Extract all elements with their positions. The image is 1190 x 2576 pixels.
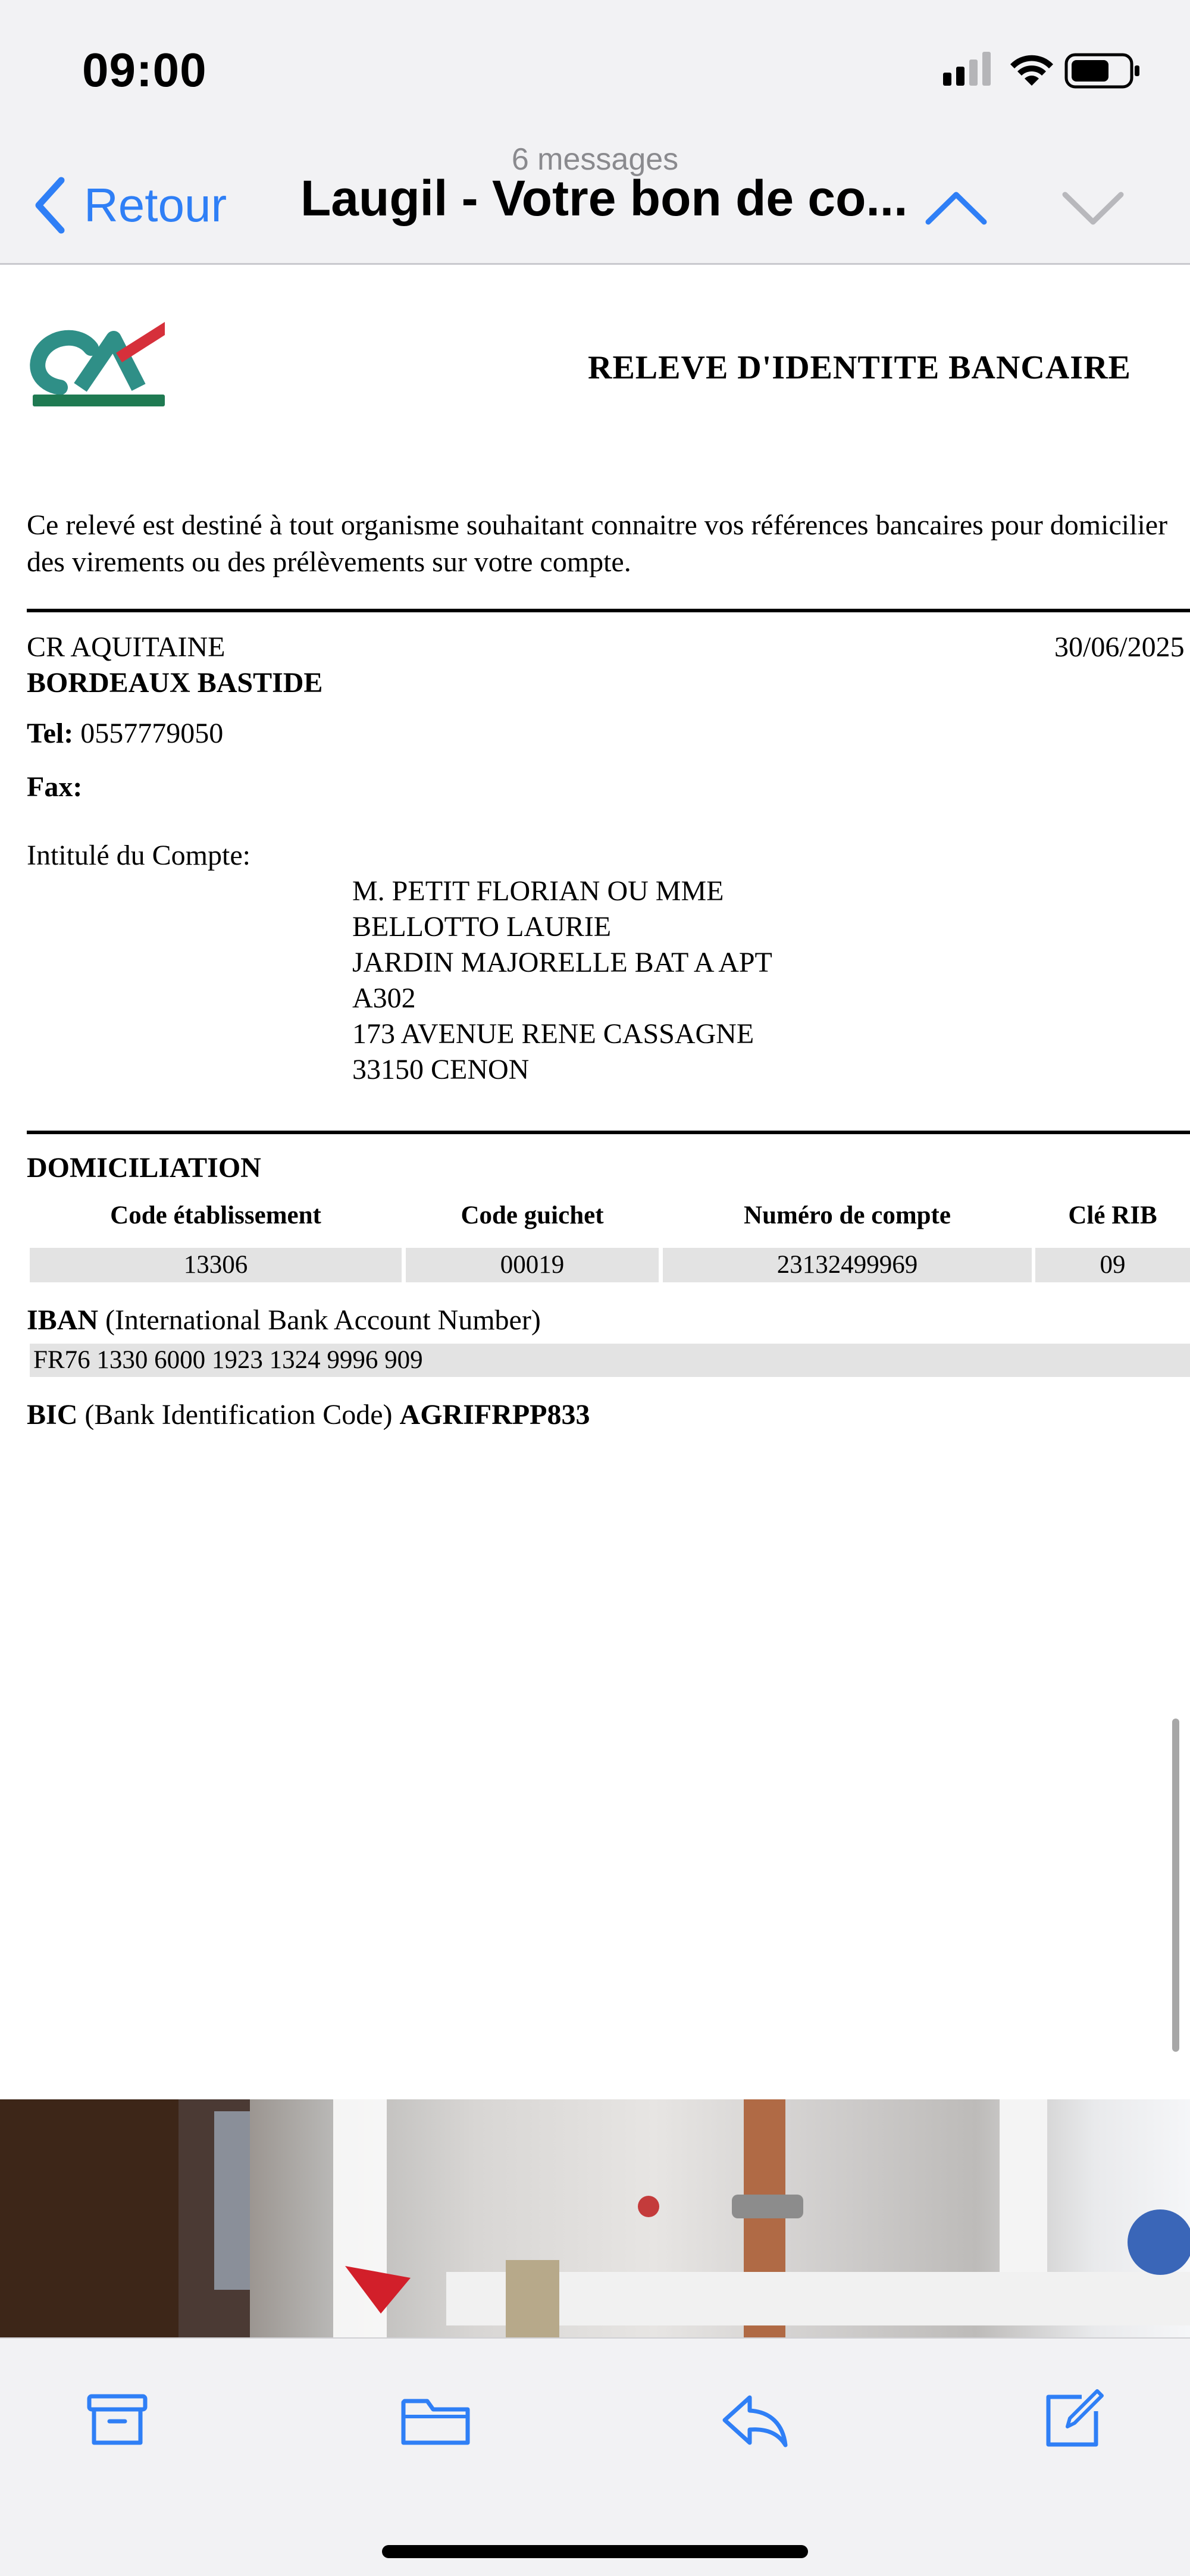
archive-button[interactable] [79, 2381, 156, 2459]
table-cell: 23132499969 [663, 1248, 1032, 1282]
fax-label: Fax: [27, 771, 83, 803]
table-header: Code établissement [110, 1201, 321, 1229]
compose-button[interactable] [1034, 2381, 1111, 2459]
archive-icon [84, 2390, 150, 2450]
chevron-down-icon [1060, 187, 1126, 229]
scrollbar[interactable] [1172, 1719, 1179, 2052]
address-line: BELLOTTO LAURIE [352, 911, 612, 943]
account-holder-label: Intitulé du Compte: [27, 840, 250, 871]
account-holder-address [352, 874, 772, 1088]
bic-value: AGRIFRPP833 [399, 1399, 590, 1431]
previous-message-button[interactable] [920, 176, 992, 241]
reply-icon [719, 2390, 790, 2450]
home-indicator[interactable] [382, 2545, 808, 2558]
wifi-icon [1010, 55, 1053, 86]
rib-document [0, 267, 1190, 2099]
table-cell: 00019 [406, 1248, 659, 1282]
document-title: RELEVE D'IDENTITE BANCAIRE [588, 349, 1131, 386]
bank-branch: BORDEAUX BASTIDE [27, 667, 323, 699]
chevron-up-icon [923, 187, 989, 229]
compose-icon [1040, 2387, 1106, 2453]
iban-label: IBAN [27, 1304, 99, 1336]
table-cell: 09 [1035, 1248, 1190, 1282]
next-message-button[interactable] [1057, 176, 1129, 241]
table-header: Clé RIB [1068, 1201, 1157, 1229]
folder-icon [400, 2390, 471, 2450]
divider [27, 609, 1190, 612]
iban-line [27, 1303, 541, 1338]
reply-button[interactable] [716, 2381, 793, 2459]
mail-toolbar [0, 2337, 1190, 2576]
address-line: M. PETIT FLORIAN OU MME [352, 875, 724, 907]
battery-icon [1066, 55, 1139, 87]
tel-value: 0557779050 [80, 718, 224, 749]
bank-region: CR AQUITAINE [27, 631, 226, 663]
bic-description: (Bank Identification Code) [84, 1399, 393, 1431]
tel-line [27, 716, 223, 752]
pipes-photo [0, 2099, 1190, 2337]
tel-label: Tel: [27, 718, 74, 749]
bic-line [27, 1397, 590, 1433]
table-header: Code guichet [461, 1201, 604, 1229]
status-time: 09:00 [82, 43, 207, 96]
table-header: Numéro de compte [744, 1201, 951, 1229]
intro-text: Ce relevé est destiné à tout organisme souhaitant connaitre vos références bancaires pour domicilier des virements ou des prélèvements sur votre compte. [27, 509, 1168, 578]
domiciliation-heading: DOMICILIATION [27, 1152, 261, 1184]
email-subject: Laugil - Votre bon de co... [300, 170, 908, 226]
message-count: 6 messages [511, 142, 679, 177]
address-line: A302 [352, 982, 416, 1014]
background-photo [0, 2099, 1190, 2337]
address-line: JARDIN MAJORELLE BAT A APT [352, 947, 772, 978]
chevron-left-icon [33, 176, 67, 235]
iban-value: FR76 1330 6000 1923 1324 9996 909 [30, 1344, 1190, 1377]
back-button-label: Retour [84, 179, 227, 231]
move-to-folder-button[interactable] [397, 2381, 474, 2459]
signal-icon [943, 52, 991, 86]
credit-agricole-logo [27, 311, 170, 412]
table-cell: 13306 [30, 1248, 402, 1282]
bic-label: BIC [27, 1399, 78, 1431]
address-line: 33150 CENON [352, 1054, 530, 1085]
iban-description: (International Bank Account Number) [105, 1304, 541, 1336]
status-icons [943, 49, 1145, 90]
status-bar [0, 0, 1190, 137]
address-line: 173 AVENUE RENE CASSAGNE [352, 1018, 754, 1050]
navigation-bar [0, 137, 1190, 265]
divider [27, 1131, 1190, 1134]
back-button[interactable] [33, 173, 227, 238]
document-date: 30/06/2025 [1054, 631, 1185, 663]
